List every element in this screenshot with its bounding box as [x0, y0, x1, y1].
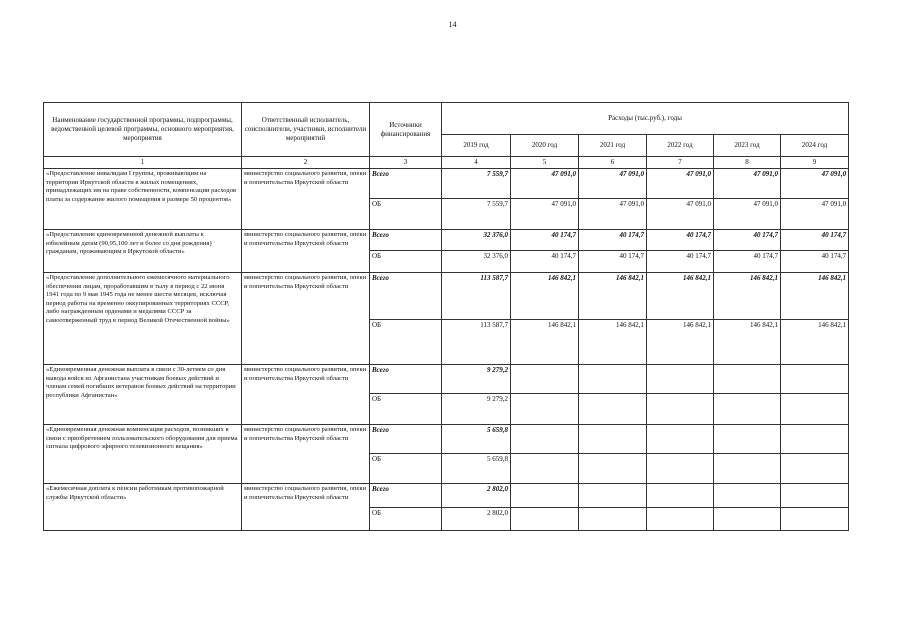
- ob-value: 2 802,0: [442, 508, 511, 531]
- header-responsible: Ответственный исполнитель, соисполнители, участники, исполнители мероприятий: [242, 103, 370, 157]
- source-ob-label: ОБ: [370, 394, 442, 425]
- total-value: [714, 365, 781, 394]
- total-value: 40 174,7: [714, 230, 781, 251]
- total-value: 32 376,0: [442, 230, 511, 251]
- ob-value: 32 376,0: [442, 251, 511, 273]
- ob-value: [647, 508, 714, 531]
- header-year-2020: 2020 год: [511, 135, 579, 157]
- ob-value: 40 174,7: [647, 251, 714, 273]
- source-total-label: Всего: [372, 274, 389, 282]
- source-total-label: Всего: [372, 170, 389, 178]
- responsible-executor: министерство социального развития, опеки и попечительства Иркутской области: [242, 425, 370, 484]
- header-program: Наименование государственной программы, подпрограммы, ведомственной целевой программы, основного мероприятия, мероприятия: [44, 103, 242, 157]
- total-value: 40 174,7: [781, 230, 849, 251]
- ob-value: 7 559,7: [442, 199, 511, 230]
- responsible-executor: министерство социального развития, опеки и попечительства Иркутской области: [242, 365, 370, 425]
- total-value: [579, 425, 647, 454]
- total-value: 146 842,1: [714, 273, 781, 320]
- table-row: [44, 273, 849, 320]
- responsible-executor: министерство социального развития, опеки и попечительства Иркутской области: [242, 230, 370, 273]
- total-value: 2 802,0: [442, 484, 511, 508]
- column-number: 5: [511, 157, 579, 169]
- total-value: 7 559,7: [442, 169, 511, 199]
- source-total-label: Всего: [372, 426, 389, 434]
- column-number: 9: [781, 157, 849, 169]
- total-value: 47 091,0: [511, 169, 579, 199]
- ob-value: [714, 394, 781, 425]
- source-total-label: Всего: [372, 231, 389, 239]
- total-value: 146 842,1: [579, 273, 647, 320]
- source-ob-label: ОБ: [370, 508, 442, 531]
- ob-value: [781, 454, 849, 484]
- ob-value: 113 587,7: [442, 320, 511, 365]
- ob-value: 146 842,1: [511, 320, 579, 365]
- ob-value: [511, 454, 579, 484]
- ob-value: 47 091,0: [714, 199, 781, 230]
- program-name: «Ежемесячная доплата к пенсии работникам противопожарной службы Иркутской области»: [44, 484, 242, 531]
- ob-value: 146 842,1: [781, 320, 849, 365]
- ob-value: 40 174,7: [511, 251, 579, 273]
- total-value: [579, 484, 647, 508]
- total-value: [511, 484, 579, 508]
- source-ob-label: ОБ: [370, 454, 442, 484]
- table-row: [44, 484, 849, 508]
- ob-value: 40 174,7: [714, 251, 781, 273]
- ob-value: [647, 454, 714, 484]
- total-value: 47 091,0: [714, 169, 781, 199]
- table-row: [44, 169, 849, 199]
- total-value: [781, 484, 849, 508]
- ob-value: 146 842,1: [579, 320, 647, 365]
- total-value: 113 587,7: [442, 273, 511, 320]
- source-total-label: Всего: [372, 366, 389, 374]
- responsible-executor: министерство социального развития, опеки и попечительства Иркутской области: [242, 169, 370, 230]
- ob-value: 146 842,1: [647, 320, 714, 365]
- total-value: 47 091,0: [781, 169, 849, 199]
- column-number: 6: [579, 157, 647, 169]
- total-value: [579, 365, 647, 394]
- total-value: [781, 365, 849, 394]
- page-number: 14: [448, 20, 457, 29]
- header-year-2021: 2021 год: [579, 135, 647, 157]
- responsible-executor: министерство социального развития, опеки и попечительства Иркутской области: [242, 273, 370, 365]
- ob-value: 146 842,1: [714, 320, 781, 365]
- header-expenses: Расходы (тыс.руб.), годы: [442, 103, 849, 135]
- ob-value: 40 174,7: [579, 251, 647, 273]
- source-ob-label: ОБ: [370, 320, 442, 365]
- source-ob-label: ОБ: [370, 251, 442, 273]
- program-name: «Единовременная денежная выплата в связи с 30-летием со дня вывода войск из Афганистана участникам боевых действий и членам семей погибших ветеранов боевых действий на территории республики Афганистан»: [44, 365, 242, 425]
- budget-table: [43, 102, 849, 531]
- column-number: 3: [370, 157, 442, 169]
- total-value: 146 842,1: [511, 273, 579, 320]
- total-value: [647, 484, 714, 508]
- header-year-2019: 2019 год: [442, 135, 511, 157]
- ob-value: [714, 508, 781, 531]
- ob-value: [781, 394, 849, 425]
- ob-value: [714, 454, 781, 484]
- total-value: 146 842,1: [647, 273, 714, 320]
- table-row: [44, 230, 849, 251]
- program-name: «Предоставление единовременной денежной выплаты к юбилейным датам (90,95,100 лет и более со дня рождения) гражданам, проживающим в Иркутской области»: [44, 230, 242, 273]
- table-row: [44, 425, 849, 454]
- column-number: 1: [44, 157, 242, 169]
- total-value: [511, 425, 579, 454]
- ob-value: [579, 454, 647, 484]
- program-name: «Единовременная денежная компенсация расходов, возникших в связи с приобретением пользовательского оборудования для приема сигнала цифрового эфирного телевизионного вещания»: [44, 425, 242, 484]
- total-value: 40 174,7: [579, 230, 647, 251]
- total-value: 40 174,7: [511, 230, 579, 251]
- table-row: [44, 365, 849, 394]
- ob-value: [579, 508, 647, 531]
- total-value: 5 659,8: [442, 425, 511, 454]
- total-value: [511, 365, 579, 394]
- ob-value: 9 279,2: [442, 394, 511, 425]
- ob-value: 47 091,0: [781, 199, 849, 230]
- column-number: 2: [242, 157, 370, 169]
- ob-value: [579, 394, 647, 425]
- ob-value: 40 174,7: [781, 251, 849, 273]
- total-value: 47 091,0: [647, 169, 714, 199]
- total-value: [714, 425, 781, 454]
- total-value: [781, 425, 849, 454]
- ob-value: [781, 508, 849, 531]
- source-ob-label: ОБ: [370, 199, 442, 230]
- column-number: 4: [442, 157, 511, 169]
- total-value: [647, 425, 714, 454]
- ob-value: [647, 394, 714, 425]
- header-year-2024: 2024 год: [781, 135, 849, 157]
- total-value: 9 279,2: [442, 365, 511, 394]
- total-value: 40 174,7: [647, 230, 714, 251]
- column-number: 7: [647, 157, 714, 169]
- ob-value: 47 091,0: [647, 199, 714, 230]
- header-year-2023: 2023 год: [714, 135, 781, 157]
- column-number: 8: [714, 157, 781, 169]
- program-name: «Предоставление инвалидам I группы, проживающим на территории Иркутской области в жилых помещениях, принадлежащих им на праве собственности, компенсации расходов платы за содержание жилого помещения в размере 50 процентов»: [44, 169, 242, 230]
- total-value: [647, 365, 714, 394]
- total-value: [714, 484, 781, 508]
- ob-value: 5 659,8: [442, 454, 511, 484]
- header-year-2022: 2022 год: [647, 135, 714, 157]
- source-total-label: Всего: [372, 485, 389, 493]
- total-value: 146 842,1: [781, 273, 849, 320]
- ob-value: 47 091,0: [579, 199, 647, 230]
- ob-value: [511, 394, 579, 425]
- program-name: «Предоставление дополнительного ежемесячного материального обеспечения лицам, проработавшим в тылу в период с 22 июня 1941 года по 9 мая 1945 года не менее шести месяцев, исключая период работы на временно оккупированных территориях СССР, либо награжденным орденами и медалями СССР за самоотверженный труд в период Великой Отечественной войны»: [44, 273, 242, 365]
- total-value: 47 091,0: [579, 169, 647, 199]
- header-sources: Источники финансирования: [370, 103, 442, 157]
- responsible-executor: министерство социального развития, опеки и попечительства Иркутской области: [242, 484, 370, 531]
- ob-value: [511, 508, 579, 531]
- ob-value: 47 091,0: [511, 199, 579, 230]
